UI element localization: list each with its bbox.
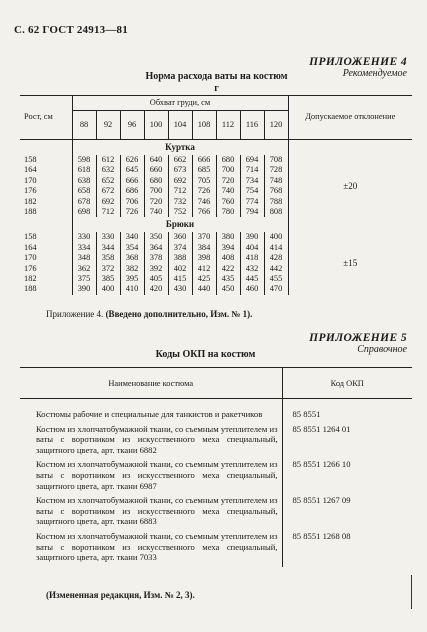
norm-table-body bbox=[20, 140, 412, 295]
section-spacer bbox=[20, 217, 72, 232]
value-cell: 712 bbox=[168, 186, 192, 196]
value-cell: 672 bbox=[96, 186, 120, 196]
height-cell: 188 bbox=[24, 207, 37, 217]
value-cell: 706 bbox=[120, 197, 144, 207]
value-cell: 415 bbox=[168, 274, 192, 284]
value-cell: 658 bbox=[72, 186, 96, 196]
appendix-4-note-plain: Приложение 4. bbox=[46, 309, 104, 319]
value-cell: 788 bbox=[264, 197, 288, 207]
height-cell: 158 bbox=[24, 232, 37, 242]
value-cell: 392 bbox=[144, 264, 168, 274]
value-cell: 390 bbox=[240, 232, 264, 242]
table-row bbox=[20, 459, 412, 495]
value-cell: 612 bbox=[96, 155, 120, 165]
okp-code-cell: 85 8551 bbox=[282, 409, 412, 424]
value-cell: 404 bbox=[240, 243, 264, 253]
value-cell: 794 bbox=[240, 207, 264, 217]
value-cell: 712 bbox=[96, 207, 120, 217]
table-row bbox=[20, 232, 412, 242]
value-cell: 692 bbox=[96, 197, 120, 207]
value-cell: 362 bbox=[72, 264, 96, 274]
value-cell: 375 bbox=[72, 274, 96, 284]
value-cell: 354 bbox=[120, 243, 144, 253]
value-cell: 372 bbox=[96, 264, 120, 274]
table-row bbox=[20, 531, 412, 567]
chest-size-cell: 100 bbox=[144, 111, 168, 140]
section-spacer bbox=[288, 140, 412, 156]
height-cell: 176 bbox=[24, 263, 37, 273]
value-cell: 420 bbox=[144, 284, 168, 294]
value-cell: 720 bbox=[144, 197, 168, 207]
value-cell: 632 bbox=[96, 165, 120, 175]
costume-name-cell: Костюм из хлопчатобумажной ткани, со съемным утеплителем из ваты с воротником из искусственного меха специальный, защитного цвета, арт. ткани 6987 bbox=[36, 459, 278, 491]
value-cell: 754 bbox=[240, 186, 264, 196]
chest-size-cell: 92 bbox=[96, 111, 120, 140]
value-cell: 348 bbox=[72, 253, 96, 263]
chest-size-cell: 108 bbox=[192, 111, 216, 140]
height-cell: 158 bbox=[24, 155, 37, 164]
value-cell: 626 bbox=[120, 155, 144, 165]
value-cell: 740 bbox=[144, 207, 168, 217]
value-cell: 694 bbox=[240, 155, 264, 165]
value-cell: 698 bbox=[72, 207, 96, 217]
value-cell: 748 bbox=[264, 176, 288, 186]
table-row bbox=[20, 495, 412, 531]
code-col-header: Код ОКП bbox=[282, 368, 412, 399]
appendix-4-caption: Норма расхода ваты на костюм bbox=[145, 71, 288, 82]
okp-code-cell: 85 8551 1266 10 bbox=[282, 459, 412, 495]
value-cell: 402 bbox=[168, 264, 192, 274]
table-row bbox=[20, 409, 412, 424]
chest-size-cell: 116 bbox=[240, 111, 264, 140]
value-cell: 450 bbox=[216, 284, 240, 294]
norm-table bbox=[20, 95, 412, 295]
value-cell: 435 bbox=[216, 274, 240, 284]
value-cell: 390 bbox=[72, 284, 96, 294]
value-cell: 380 bbox=[216, 232, 240, 242]
value-cell: 394 bbox=[216, 243, 240, 253]
height-cell: 182 bbox=[24, 196, 37, 206]
appendix-4-subtitle: Рекомендуемое bbox=[342, 68, 407, 79]
tolerance-cell: ±20 bbox=[288, 155, 412, 217]
costume-name-cell: Костюм из хлопчатобумажной ткани, со съемным утеплителем из ваты с воротником из искусственного меха специальный, защитного цвета, арт. ткани 7033 bbox=[36, 530, 278, 563]
value-cell: 384 bbox=[192, 243, 216, 253]
value-cell: 360 bbox=[168, 232, 192, 242]
value-cell: 432 bbox=[240, 264, 264, 274]
value-cell: 766 bbox=[192, 207, 216, 217]
value-cell: 666 bbox=[120, 176, 144, 186]
value-cell: 368 bbox=[120, 253, 144, 263]
value-cell: 350 bbox=[144, 232, 168, 242]
height-cell: 176 bbox=[24, 186, 37, 196]
value-cell: 442 bbox=[264, 264, 288, 274]
height-cell: 188 bbox=[24, 284, 37, 294]
appendix-5-title: ПРИЛОЖЕНИЕ 5 bbox=[309, 332, 407, 344]
chest-size-cell: 104 bbox=[168, 111, 192, 140]
value-cell: 412 bbox=[192, 264, 216, 274]
value-cell: 418 bbox=[240, 253, 264, 263]
tolerance-cell: ±15 bbox=[288, 232, 412, 294]
value-cell: 340 bbox=[120, 232, 144, 242]
height-cell: 164 bbox=[24, 242, 37, 252]
tolerance-col-header: Допускаемое отклонение bbox=[288, 96, 412, 140]
value-cell: 385 bbox=[96, 274, 120, 284]
chest-size-cell: 88 bbox=[72, 111, 96, 140]
chest-size-cell: 112 bbox=[216, 111, 240, 140]
value-cell: 728 bbox=[264, 165, 288, 175]
value-cell: 760 bbox=[216, 197, 240, 207]
appendix-4-note bbox=[46, 309, 252, 319]
margin-tick-mark bbox=[411, 575, 412, 609]
value-cell: 774 bbox=[240, 197, 264, 207]
value-cell: 720 bbox=[216, 176, 240, 186]
chest-size-cell: 96 bbox=[120, 111, 144, 140]
value-cell: 408 bbox=[216, 253, 240, 263]
value-cell: 378 bbox=[144, 253, 168, 263]
value-cell: 374 bbox=[168, 243, 192, 253]
section-title: Куртка bbox=[72, 140, 288, 156]
appendix-4-unit: г bbox=[214, 83, 219, 94]
value-cell: 445 bbox=[240, 274, 264, 284]
value-cell: 700 bbox=[216, 165, 240, 175]
name-col-header: Наименование костюма bbox=[20, 368, 282, 399]
value-cell: 330 bbox=[72, 232, 96, 242]
costume-name-cell: Костюм из хлопчатобумажной ткани, со съемным утеплителем из ваты с воротником из искусственного меха специальный, защитного цвета, арт. ткани 6883 bbox=[36, 495, 278, 527]
value-cell: 752 bbox=[168, 207, 192, 217]
okp-code-cell: 85 8551 1264 01 bbox=[282, 424, 412, 460]
costume-name-cell: Костюмы рабочие и специальные для танкистов и ракетчиков bbox=[36, 409, 263, 419]
value-cell: 400 bbox=[264, 232, 288, 242]
height-col-header: Рост, см bbox=[20, 96, 72, 140]
appendix-5-note-text: (Измененная редакция, Изм. № 2, 3). bbox=[46, 590, 195, 600]
value-cell: 640 bbox=[144, 155, 168, 165]
okp-table-body bbox=[20, 399, 412, 567]
value-cell: 364 bbox=[144, 243, 168, 253]
page-header: С. 62 ГОСТ 24913—81 bbox=[14, 24, 128, 36]
value-cell: 358 bbox=[96, 253, 120, 263]
value-cell: 645 bbox=[120, 165, 144, 175]
value-cell: 680 bbox=[144, 176, 168, 186]
value-cell: 734 bbox=[240, 176, 264, 186]
value-cell: 726 bbox=[192, 186, 216, 196]
value-cell: 780 bbox=[216, 207, 240, 217]
value-cell: 808 bbox=[264, 207, 288, 217]
value-cell: 673 bbox=[168, 165, 192, 175]
okp-code-cell: 85 8551 1268 08 bbox=[282, 531, 412, 567]
value-cell: 395 bbox=[120, 274, 144, 284]
value-cell: 344 bbox=[96, 243, 120, 253]
value-cell: 388 bbox=[168, 253, 192, 263]
appendix-4-note-bold: (Введено дополнительно, Изм. № 1). bbox=[105, 309, 253, 319]
okp-codes-table bbox=[20, 367, 412, 567]
section-spacer bbox=[20, 140, 72, 156]
value-cell: 440 bbox=[192, 284, 216, 294]
chest-col-header: Обхват груди, см bbox=[72, 96, 288, 111]
table-row bbox=[20, 155, 412, 165]
height-cell: 164 bbox=[24, 165, 37, 175]
value-cell: 598 bbox=[72, 155, 96, 165]
value-cell: 618 bbox=[72, 165, 96, 175]
value-cell: 428 bbox=[264, 253, 288, 263]
value-cell: 726 bbox=[120, 207, 144, 217]
table-row bbox=[20, 424, 412, 460]
section-title: Брюки bbox=[72, 217, 288, 232]
value-cell: 455 bbox=[264, 274, 288, 284]
height-cell: 170 bbox=[24, 175, 37, 185]
value-cell: 708 bbox=[264, 155, 288, 165]
appendix-5-subtitle: Справочное bbox=[357, 344, 407, 355]
section-spacer bbox=[288, 217, 412, 232]
value-cell: 422 bbox=[216, 264, 240, 274]
value-cell: 680 bbox=[216, 155, 240, 165]
value-cell: 740 bbox=[216, 186, 240, 196]
value-cell: 405 bbox=[144, 274, 168, 284]
value-cell: 666 bbox=[192, 155, 216, 165]
value-cell: 732 bbox=[168, 197, 192, 207]
appendix-5-caption: Коды ОКП на костюм bbox=[155, 349, 256, 360]
value-cell: 692 bbox=[168, 176, 192, 186]
costume-name-cell: Костюм из хлопчатобумажной ткани, со съемным утеплителем из ваты с воротником из искусственного меха специальный, защитного цвета, арт. ткани 6882 bbox=[36, 423, 278, 455]
value-cell: 382 bbox=[120, 264, 144, 274]
value-cell: 400 bbox=[96, 284, 120, 294]
value-cell: 678 bbox=[72, 197, 96, 207]
value-cell: 470 bbox=[264, 284, 288, 294]
value-cell: 662 bbox=[168, 155, 192, 165]
value-cell: 685 bbox=[192, 165, 216, 175]
chest-size-cell: 120 bbox=[264, 111, 288, 140]
value-cell: 638 bbox=[72, 176, 96, 186]
value-cell: 714 bbox=[240, 165, 264, 175]
value-cell: 460 bbox=[240, 284, 264, 294]
value-cell: 686 bbox=[120, 186, 144, 196]
height-cell: 170 bbox=[24, 253, 37, 263]
value-cell: 425 bbox=[192, 274, 216, 284]
value-cell: 746 bbox=[192, 197, 216, 207]
value-cell: 705 bbox=[192, 176, 216, 186]
value-cell: 370 bbox=[192, 232, 216, 242]
value-cell: 398 bbox=[192, 253, 216, 263]
okp-code-cell: 85 8551 1267 09 bbox=[282, 495, 412, 531]
value-cell: 652 bbox=[96, 176, 120, 186]
value-cell: 330 bbox=[96, 232, 120, 242]
value-cell: 334 bbox=[72, 243, 96, 253]
value-cell: 414 bbox=[264, 243, 288, 253]
value-cell: 768 bbox=[264, 186, 288, 196]
value-cell: 410 bbox=[120, 284, 144, 294]
appendix-5-note bbox=[46, 590, 195, 600]
value-cell: 660 bbox=[144, 165, 168, 175]
value-cell: 700 bbox=[144, 186, 168, 196]
appendix-4-title: ПРИЛОЖЕНИЕ 4 bbox=[309, 56, 407, 68]
value-cell: 430 bbox=[168, 284, 192, 294]
height-cell: 182 bbox=[24, 274, 37, 284]
